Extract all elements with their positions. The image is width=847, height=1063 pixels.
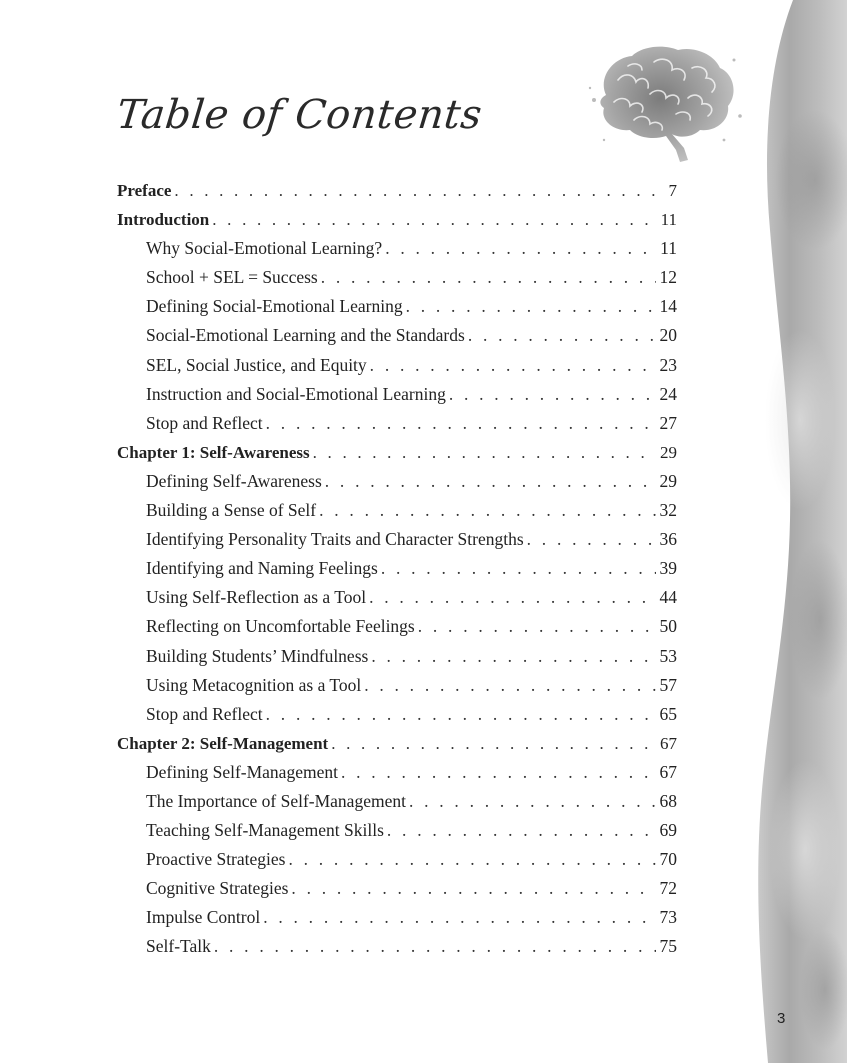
toc-dot-leader [369, 583, 655, 612]
toc-dot-leader [341, 758, 656, 787]
toc-entry-page: 67 [659, 761, 677, 782]
toc-subsection-entry [117, 292, 677, 321]
toc-dot-leader [381, 554, 656, 583]
toc-dot-leader [174, 176, 664, 205]
toc-subsection-entry [117, 903, 677, 932]
toc-entry-page: 20 [659, 325, 677, 346]
toc-entry-label: Cognitive Strategies [146, 878, 289, 899]
toc-entry-label: Building Students’ Mindfulness [146, 645, 369, 666]
toc-entry-label: Self-Talk [146, 936, 211, 957]
toc-entry-label: Instruction and Social-Emotional Learning [146, 383, 446, 404]
toc-subsection-entry [117, 234, 677, 263]
toc-entry-label: SEL, Social Justice, and Equity [146, 354, 367, 375]
toc-entry-label: The Importance of Self-Management [146, 790, 406, 811]
toc-entry-label: Stop and Reflect [146, 412, 263, 433]
toc-subsection-entry [117, 845, 677, 874]
toc-entry-page: 29 [660, 442, 677, 462]
toc-entry-page: 57 [659, 674, 677, 695]
toc-entry-page: 23 [659, 354, 677, 375]
toc-dot-leader [371, 642, 655, 671]
toc-entry-page: 32 [659, 500, 677, 521]
toc-entry-page: 14 [659, 296, 677, 317]
toc-entry-label: Why Social-Emotional Learning? [146, 238, 383, 259]
toc-subsection-entry [117, 671, 677, 700]
toc-dot-leader [406, 292, 656, 321]
toc-section-entry [117, 205, 677, 234]
toc-section-entry [117, 438, 677, 467]
toc-entry-label: Using Self-Reflection as a Tool [146, 587, 367, 608]
toc-entry-label: Using Metacognition as a Tool [146, 674, 362, 695]
toc-subsection-entry [117, 787, 677, 816]
toc-entry-label: Identifying and Naming Feelings [146, 558, 378, 579]
toc-entry-page: 67 [660, 733, 677, 753]
toc-subsection-entry [117, 409, 677, 438]
toc-dot-leader [409, 787, 656, 816]
table-of-contents [117, 176, 677, 962]
toc-entry-label: Reflecting on Uncomfortable Feelings [146, 616, 415, 637]
page-number: 3 [777, 1010, 786, 1027]
toc-entry-label: Defining Self-Management [146, 761, 338, 782]
toc-subsection-entry [117, 467, 677, 496]
toc-entry-label: School + SEL = Success [146, 267, 318, 288]
toc-entry-page: 11 [660, 210, 677, 230]
page-title: Table of Contents [114, 92, 485, 138]
toc-dot-leader [370, 351, 656, 380]
toc-dot-leader [387, 816, 656, 845]
toc-entry-label: Building a Sense of Self [146, 500, 317, 521]
toc-entry-label: Proactive Strategies [146, 849, 286, 870]
toc-entry-page: 69 [659, 820, 677, 841]
toc-dot-leader [321, 263, 656, 292]
toc-entry-label: Defining Social-Emotional Learning [146, 296, 403, 317]
toc-entry-page: 12 [659, 267, 677, 288]
toc-entry-page: 29 [659, 470, 677, 491]
toc-entry-page: 44 [659, 587, 677, 608]
toc-subsection-entry [117, 321, 677, 350]
toc-subsection-entry [117, 380, 677, 409]
toc-dot-leader [266, 409, 656, 438]
toc-entry-label: Chapter 1: Self-Awareness [117, 442, 310, 462]
toc-dot-leader [325, 467, 656, 496]
toc-dot-leader [468, 321, 656, 350]
toc-dot-leader [214, 932, 656, 961]
toc-dot-leader [449, 380, 656, 409]
toc-entry-label: Stop and Reflect [146, 703, 263, 724]
brain-watercolor-icon [584, 40, 744, 164]
toc-subsection-entry [117, 496, 677, 525]
toc-subsection-entry [117, 758, 677, 787]
toc-entry-page: 39 [659, 558, 677, 579]
toc-entry-label: Preface [117, 181, 172, 200]
toc-entry-page: 7 [668, 181, 677, 200]
toc-section-entry [117, 729, 677, 758]
toc-entry-page: 65 [659, 703, 677, 724]
toc-entry-page: 36 [659, 529, 677, 550]
toc-dot-leader [331, 729, 656, 758]
toc-entry-page: 75 [659, 936, 677, 957]
toc-entry-page: 73 [659, 907, 677, 928]
toc-subsection-entry [117, 263, 677, 292]
toc-entry-label: Teaching Self-Management Skills [146, 820, 384, 841]
toc-subsection-entry [117, 554, 677, 583]
toc-entry-label: Social-Emotional Learning and the Standards [146, 325, 465, 346]
toc-dot-leader [263, 903, 655, 932]
toc-entry-page: 27 [659, 412, 677, 433]
toc-dot-leader [385, 234, 656, 263]
toc-entry-label: Impulse Control [146, 907, 261, 928]
toc-subsection-entry [117, 612, 677, 641]
toc-dot-leader [364, 671, 655, 700]
toc-section-entry [117, 176, 677, 205]
toc-subsection-entry [117, 583, 677, 612]
toc-dot-leader [418, 612, 656, 641]
toc-subsection-entry [117, 351, 677, 380]
toc-dot-leader [319, 496, 655, 525]
toc-subsection-entry [117, 525, 677, 554]
toc-entry-label: Chapter 2: Self-Management [117, 733, 329, 753]
toc-dot-leader [291, 874, 655, 903]
toc-entry-label: Introduction [117, 210, 210, 230]
toc-subsection-entry [117, 642, 677, 671]
toc-entry-page: 24 [659, 383, 677, 404]
toc-entry-page: 11 [660, 238, 677, 259]
toc-dot-leader [527, 525, 656, 554]
toc-entry-page: 70 [659, 849, 677, 870]
toc-dot-leader [288, 845, 655, 874]
toc-entry-page: 68 [659, 790, 677, 811]
toc-subsection-entry [117, 874, 677, 903]
toc-entry-page: 50 [659, 616, 677, 637]
toc-dot-leader [266, 700, 656, 729]
toc-subsection-entry [117, 816, 677, 845]
toc-dot-leader [212, 205, 656, 234]
toc-subsection-entry [117, 700, 677, 729]
toc-subsection-entry [117, 932, 677, 961]
toc-entry-label: Defining Self-Awareness [146, 470, 322, 491]
toc-dot-leader [313, 438, 656, 467]
toc-entry-page: 72 [659, 878, 677, 899]
toc-entry-page: 53 [659, 645, 677, 666]
toc-entry-label: Identifying Personality Traits and Character Strengths [146, 529, 524, 550]
